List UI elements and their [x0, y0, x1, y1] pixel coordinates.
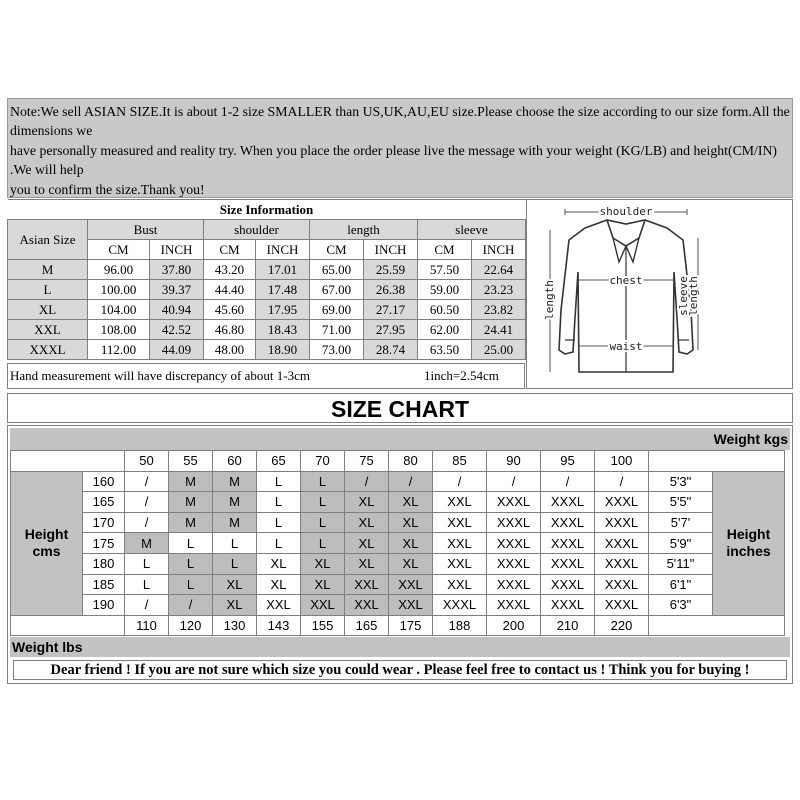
height-inch-value: 5'7' — [649, 512, 713, 533]
size-cell: XXXL — [487, 533, 541, 554]
sleeve-length-label: length — [687, 276, 700, 316]
lbs-value: 143 — [257, 615, 301, 636]
size-cell: XL — [213, 595, 257, 616]
size-value: 17.01 — [256, 260, 310, 280]
size-cell: XXL — [257, 595, 301, 616]
size-value: 44.40 — [204, 280, 256, 300]
size-cell: XXXL — [595, 595, 649, 616]
size-cell: XL — [389, 553, 433, 574]
lbs-value: 120 — [169, 615, 213, 636]
size-info-title: Size Information — [8, 200, 526, 220]
size-row — [8, 320, 526, 340]
size-value: 63.50 — [418, 340, 472, 360]
size-cell: XL — [301, 574, 345, 595]
size-value: 26.38 — [364, 280, 418, 300]
size-cell: XXL — [389, 595, 433, 616]
lbs-value: 110 — [125, 615, 169, 636]
size-value: 42.52 — [150, 320, 204, 340]
size-value: 100.00 — [88, 280, 150, 300]
size-value: 40.94 — [150, 300, 204, 320]
size-cell: L — [301, 492, 345, 513]
size-value: 108.00 — [88, 320, 150, 340]
size-cell: XL — [389, 533, 433, 554]
size-cell: M — [169, 512, 213, 533]
size-value: 104.00 — [88, 300, 150, 320]
size-cell: XL — [345, 553, 389, 574]
shoulder-label: shoulder — [599, 205, 653, 218]
kgs-value: 65 — [257, 451, 301, 472]
size-cell: L — [213, 553, 257, 574]
size-value: 25.00 — [472, 340, 526, 360]
size-cell: XXXL — [487, 553, 541, 574]
size-cell: M — [213, 512, 257, 533]
size-chart-title: SIZE CHART — [7, 393, 793, 423]
chest-label: chest — [609, 274, 643, 287]
size-label: XXXL — [8, 340, 88, 360]
group-header-shoulder: shoulder — [204, 220, 310, 240]
size-value: 17.48 — [256, 280, 310, 300]
size-label: L — [8, 280, 88, 300]
size-value: 62.00 — [418, 320, 472, 340]
size-row — [8, 340, 526, 360]
size-cell: XXXL — [541, 512, 595, 533]
kgs-value: 50 — [125, 451, 169, 472]
size-cell: XXXL — [541, 533, 595, 554]
size-cell: XXXL — [433, 595, 487, 616]
size-cell: XL — [257, 574, 301, 595]
size-cell: XXL — [345, 574, 389, 595]
lbs-value: 130 — [213, 615, 257, 636]
waist-label: waist — [609, 340, 643, 353]
group-header-bust: Bust — [88, 220, 204, 240]
size-cell: XL — [213, 574, 257, 595]
size-value: 28.74 — [364, 340, 418, 360]
height-inches-line: Height — [726, 526, 771, 543]
size-cell: / — [125, 512, 169, 533]
size-cell: XXXL — [595, 533, 649, 554]
size-cell: L — [257, 492, 301, 513]
size-value: 23.82 — [472, 300, 526, 320]
height-inches-line: inches — [726, 543, 771, 560]
size-value: 25.59 — [364, 260, 418, 280]
kgs-value: 55 — [169, 451, 213, 472]
size-cell: XXXL — [487, 574, 541, 595]
size-cell: / — [345, 471, 389, 492]
size-cell: XL — [257, 553, 301, 574]
size-cell: L — [301, 533, 345, 554]
weight-kgs-label: Weight kgs — [713, 431, 788, 447]
size-cell: XXL — [433, 574, 487, 595]
size-chart-grid — [10, 450, 790, 636]
size-cell: L — [213, 533, 257, 554]
size-cell: XXXL — [487, 595, 541, 616]
hand-measurement-row — [7, 363, 525, 389]
size-cell: M — [213, 492, 257, 513]
size-row — [8, 280, 526, 300]
height-cm-value: 190 — [83, 595, 125, 616]
size-row — [8, 260, 526, 280]
height-row — [11, 574, 785, 595]
kgs-value: 100 — [595, 451, 649, 472]
size-cell: / — [433, 471, 487, 492]
size-value: 96.00 — [88, 260, 150, 280]
unit-header: CM — [418, 240, 472, 260]
size-cell: L — [301, 512, 345, 533]
hand-measurement-note: Hand measurement will have discrepancy of about 1-3cm — [10, 368, 310, 383]
size-cell: XXXL — [541, 492, 595, 513]
size-value: 46.80 — [204, 320, 256, 340]
height-inch-value: 5'3" — [649, 471, 713, 492]
size-value: 59.00 — [418, 280, 472, 300]
size-cell: / — [595, 471, 649, 492]
size-cell: / — [169, 595, 213, 616]
unit-header: INCH — [256, 240, 310, 260]
unit-header: CM — [88, 240, 150, 260]
size-cell: XXL — [433, 533, 487, 554]
size-value: 18.43 — [256, 320, 310, 340]
lbs-value: 165 — [345, 615, 389, 636]
note-line: you to confirm the size.Thank you! — [10, 181, 205, 197]
height-inch-value: 5'9" — [649, 533, 713, 554]
height-cm-value: 180 — [83, 553, 125, 574]
height-row — [11, 471, 785, 492]
height-cm-value: 185 — [83, 574, 125, 595]
size-cell: XXXL — [595, 574, 649, 595]
size-value: 27.17 — [364, 300, 418, 320]
size-cell: / — [125, 471, 169, 492]
unit-header: INCH — [150, 240, 204, 260]
size-cell: L — [125, 553, 169, 574]
lbs-value: 220 — [595, 615, 649, 636]
size-chart — [7, 425, 793, 684]
size-cell: L — [257, 533, 301, 554]
sleeve-label: sleeve — [677, 276, 690, 316]
height-cm-value: 175 — [83, 533, 125, 554]
size-cell: XXXL — [595, 512, 649, 533]
size-cell: XL — [301, 553, 345, 574]
size-cell: / — [389, 471, 433, 492]
height-row — [11, 553, 785, 574]
size-cell: XL — [345, 533, 389, 554]
lbs-value: 188 — [433, 615, 487, 636]
length-label: length — [543, 280, 556, 320]
size-cell: L — [169, 574, 213, 595]
size-cell: XXL — [433, 553, 487, 574]
size-information-table — [7, 199, 525, 360]
group-header-sleeve: sleeve — [418, 220, 526, 240]
size-value: 69.00 — [310, 300, 364, 320]
size-cell: M — [169, 492, 213, 513]
size-value: 22.64 — [472, 260, 526, 280]
size-cell: XXXL — [541, 574, 595, 595]
size-note — [7, 98, 793, 198]
size-cell: XXL — [389, 574, 433, 595]
unit-header: CM — [204, 240, 256, 260]
height-inch-value: 6'1" — [649, 574, 713, 595]
size-cell: M — [125, 533, 169, 554]
height-row — [11, 595, 785, 616]
height-row — [11, 492, 785, 513]
size-cell: XXL — [345, 595, 389, 616]
size-cell: L — [125, 574, 169, 595]
size-value: 48.00 — [204, 340, 256, 360]
size-cell: L — [169, 553, 213, 574]
height-inch-value: 6'3" — [649, 595, 713, 616]
weight-kgs-bar — [10, 428, 790, 450]
size-cell: / — [487, 471, 541, 492]
size-cell: M — [169, 471, 213, 492]
size-cell: XL — [345, 512, 389, 533]
size-cell: XXXL — [487, 512, 541, 533]
size-cell: L — [301, 471, 345, 492]
corner-cell — [11, 615, 125, 636]
lbs-value: 175 — [389, 615, 433, 636]
lbs-value: 210 — [541, 615, 595, 636]
shirt-illustration — [527, 200, 792, 388]
size-label: XXL — [8, 320, 88, 340]
height-row — [11, 533, 785, 554]
size-info-body — [8, 260, 526, 360]
size-cell: L — [257, 471, 301, 492]
size-cell: XXXL — [595, 492, 649, 513]
kgs-value: 70 — [301, 451, 345, 472]
height-cms-line: cms — [32, 543, 61, 560]
kgs-value: 60 — [213, 451, 257, 472]
lbs-row — [11, 615, 785, 636]
size-cell: XL — [389, 512, 433, 533]
size-cell: XL — [389, 492, 433, 513]
height-cm-value: 160 — [83, 471, 125, 492]
height-cms-label — [11, 471, 83, 615]
size-value: 39.37 — [150, 280, 204, 300]
height-cms-line: Height — [24, 526, 69, 543]
shirt-diagram — [526, 199, 793, 389]
asian-size-header: Asian Size — [8, 220, 88, 260]
height-inches-label — [713, 471, 785, 615]
kgs-value: 95 — [541, 451, 595, 472]
corner-cell — [649, 615, 785, 636]
contact-footer-note: Dear friend ! If you are not sure which size you could wear . Please feel free to contact us ! Think you for buying ! — [13, 660, 787, 680]
lbs-value: 200 — [487, 615, 541, 636]
size-cell: XL — [345, 492, 389, 513]
size-value: 112.00 — [88, 340, 150, 360]
kgs-value: 75 — [345, 451, 389, 472]
size-value: 27.95 — [364, 320, 418, 340]
lbs-value: 155 — [301, 615, 345, 636]
group-header-length: length — [310, 220, 418, 240]
height-row — [11, 512, 785, 533]
size-value: 43.20 — [204, 260, 256, 280]
kgs-value: 80 — [389, 451, 433, 472]
size-cell: L — [169, 533, 213, 554]
size-label: M — [8, 260, 88, 280]
unit-header: CM — [310, 240, 364, 260]
size-cell: / — [541, 471, 595, 492]
height-cm-value: 170 — [83, 512, 125, 533]
unit-header: INCH — [364, 240, 418, 260]
size-cell: XXXL — [541, 553, 595, 574]
size-value: 44.09 — [150, 340, 204, 360]
size-cell: M — [213, 471, 257, 492]
size-value: 67.00 — [310, 280, 364, 300]
inch-conversion-note: 1inch=2.54cm — [424, 368, 499, 383]
size-row — [8, 300, 526, 320]
size-value: 71.00 — [310, 320, 364, 340]
height-inch-value: 5'11" — [649, 553, 713, 574]
size-cell: L — [257, 512, 301, 533]
size-cell: / — [125, 492, 169, 513]
height-cm-value: 165 — [83, 492, 125, 513]
size-value: 65.00 — [310, 260, 364, 280]
kgs-value: 90 — [487, 451, 541, 472]
size-value: 23.23 — [472, 280, 526, 300]
corner-cell — [649, 451, 785, 472]
weight-lbs-label: Weight lbs — [12, 639, 83, 655]
size-cell: / — [125, 595, 169, 616]
size-cell: XXXL — [541, 595, 595, 616]
size-value: 57.50 — [418, 260, 472, 280]
size-cell: XXL — [433, 492, 487, 513]
size-chart-body — [11, 451, 785, 636]
size-cell: XXL — [301, 595, 345, 616]
size-value: 24.41 — [472, 320, 526, 340]
corner-cell — [11, 451, 125, 472]
size-value: 60.50 — [418, 300, 472, 320]
size-cell: XXL — [433, 512, 487, 533]
size-value: 18.90 — [256, 340, 310, 360]
height-inch-value: 5'5" — [649, 492, 713, 513]
size-value: 45.60 — [204, 300, 256, 320]
unit-header: INCH — [472, 240, 526, 260]
size-label: XL — [8, 300, 88, 320]
size-cell: XXXL — [595, 553, 649, 574]
size-value: 73.00 — [310, 340, 364, 360]
size-value: 37.80 — [150, 260, 204, 280]
note-line: have personally measured and reality try. When you place the order please live the message with your weight (KG/LB) and height(CM/IN) .We will help — [10, 142, 778, 178]
size-value: 17.95 — [256, 300, 310, 320]
kgs-value: 85 — [433, 451, 487, 472]
note-line: Note:We sell ASIAN SIZE.It is about 1-2 size SMALLER than US,UK,AU,EU size.Please choose the size according to our size form.All the dimensions we — [10, 104, 790, 139]
size-cell: XXXL — [487, 492, 541, 513]
kgs-row — [11, 451, 785, 472]
weight-lbs-bar — [10, 637, 790, 657]
